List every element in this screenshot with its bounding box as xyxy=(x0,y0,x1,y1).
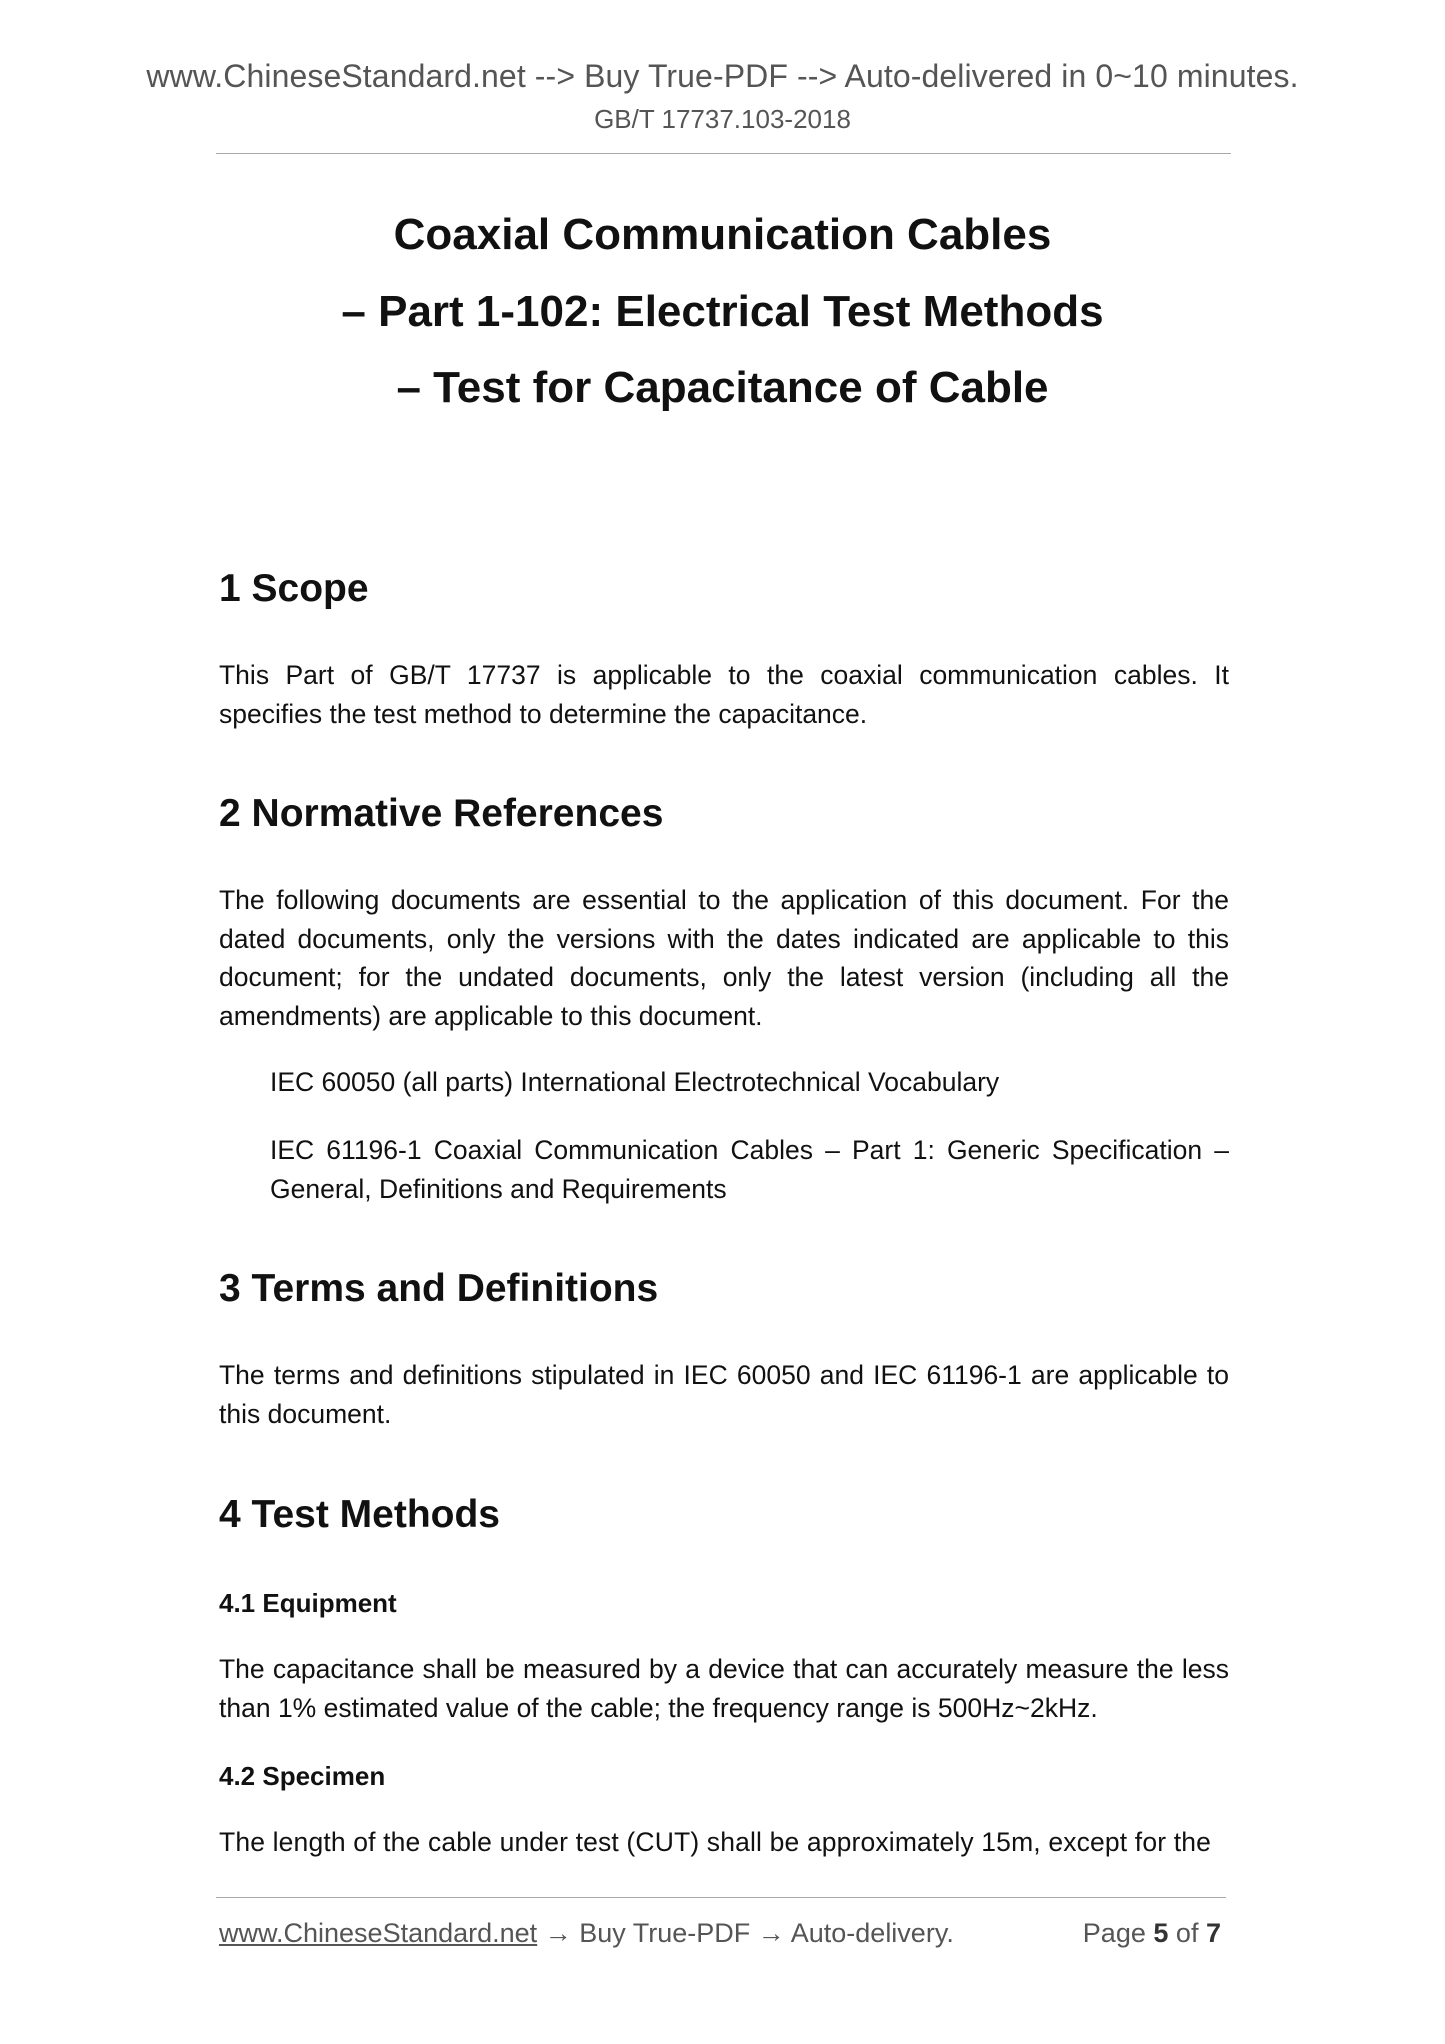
header-promo-line: www.ChineseStandard.net --> Buy True-PDF --> Auto-delivered in 0~10 minutes. xyxy=(146,58,1299,94)
footer-left xyxy=(219,1918,954,1949)
document-title-line-3: – Test for Capacitance of Cable xyxy=(396,363,1049,412)
section-3-heading: 3 Terms and Definitions xyxy=(219,1267,659,1310)
footer-divider xyxy=(216,1897,1226,1898)
page-label: Page xyxy=(1082,1918,1146,1948)
section-4-heading: 4 Test Methods xyxy=(219,1493,500,1536)
reference-iec-61196-1: IEC 61196-1 Coaxial Communication Cables – Part 1: Generic Specification – General, Definitions and Requirements xyxy=(270,1135,1229,1204)
subsection-4-2-heading: 4.2 Specimen xyxy=(219,1761,386,1791)
subsection-4-2-paragraph: The length of the cable under test (CUT) shall be approximately 15m, except for the xyxy=(219,1827,1211,1857)
section-1-heading: 1 Scope xyxy=(219,567,369,610)
section-3-paragraph: The terms and definitions stipulated in IEC 60050 and IEC 61196-1 are applicable to this document. xyxy=(219,1360,1229,1429)
page-indicator xyxy=(1083,1918,1221,1949)
section-2-paragraph: The following documents are essential to the application of this document. For the dated documents, only the versions with the dates indicated are applicable to this document; for the undated documents, only the latest version (including all the amendments) are applicable to this document. xyxy=(219,885,1229,1031)
section-1-paragraph: This Part of GB/T 17737 is applicable to the coaxial communication cables. It specifies the test method to determine the capacitance. xyxy=(219,660,1229,729)
section-2-heading: 2 Normative References xyxy=(219,792,664,835)
page-current-number: 5 xyxy=(1153,1918,1169,1948)
header-standard-number: GB/T 17737.103-2018 xyxy=(594,104,851,134)
reference-iec-60050: IEC 60050 (all parts) International Electrotechnical Vocabulary xyxy=(270,1067,1000,1097)
footer-site-link[interactable]: www.ChineseStandard.net xyxy=(219,1918,538,1948)
page-total-number: 7 xyxy=(1205,1918,1221,1948)
footer-delivery-text: → Buy True-PDF → Auto-delivery. xyxy=(537,1918,954,1948)
page-of-label: of xyxy=(1175,1918,1199,1948)
subsection-4-1-paragraph: The capacitance shall be measured by a device that can accurately measure the less than 1% estimated value of the cable; the frequency range is 500Hz~2kHz. xyxy=(219,1654,1229,1723)
header-divider xyxy=(216,153,1231,154)
document-title-line-1: Coaxial Communication Cables xyxy=(393,210,1052,259)
subsection-4-1-heading: 4.1 Equipment xyxy=(219,1588,397,1618)
document-title-line-2: – Part 1-102: Electrical Test Methods xyxy=(341,287,1104,336)
